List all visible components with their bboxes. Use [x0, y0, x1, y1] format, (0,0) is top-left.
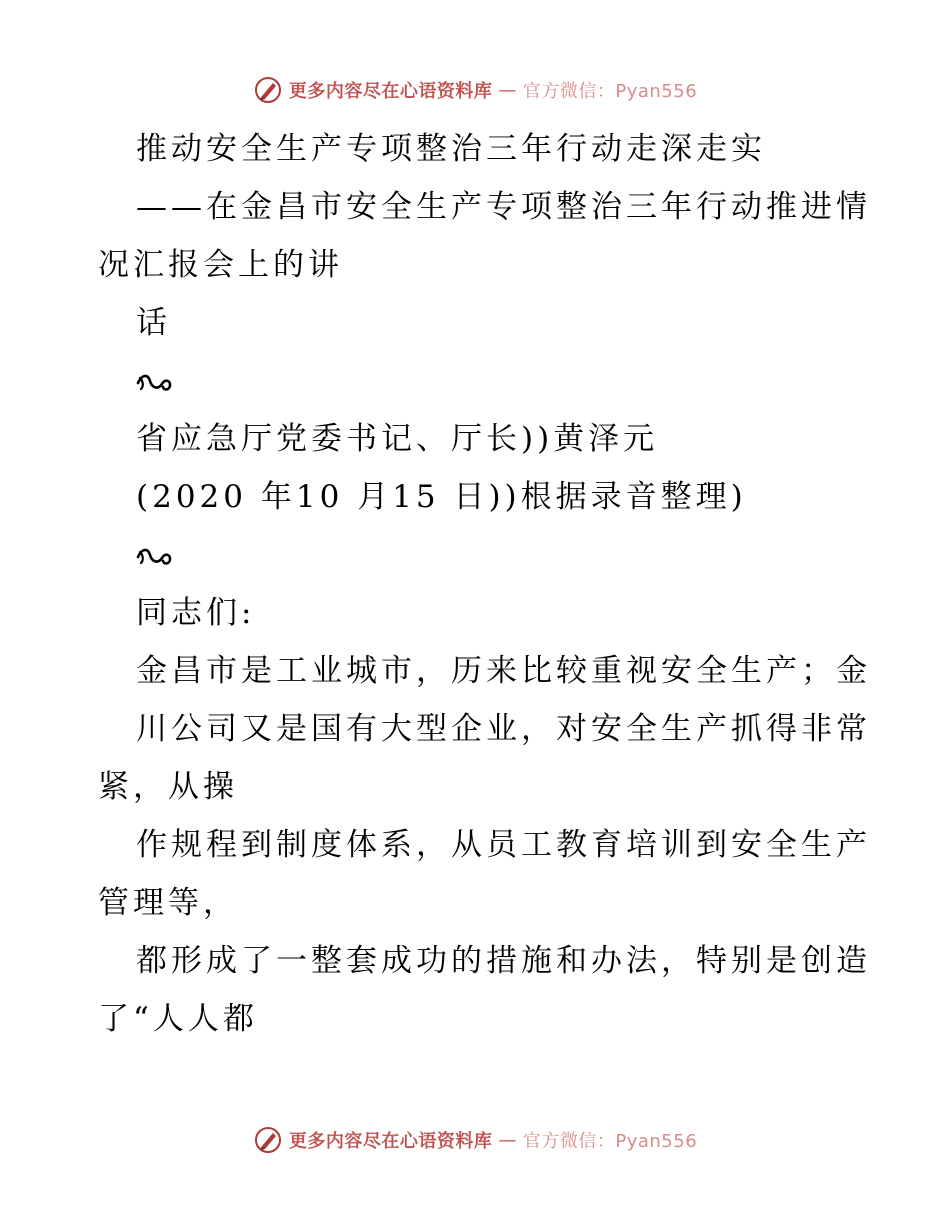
flourish-icon	[136, 372, 172, 394]
subtitle-line: 话	[136, 305, 171, 341]
subtitle-line: ——在金昌市安全生产专项整治三年行动推进情	[136, 189, 871, 225]
body-line: 都形成了一整套成功的措施和办法，特别是创造	[136, 943, 871, 979]
body-line: 紧，从操	[98, 769, 238, 805]
flourish-icon	[136, 546, 172, 568]
header-watermark	[0, 72, 950, 108]
body-line: 川公司又是国有大型企业，对安全生产抓得非常	[136, 711, 871, 747]
flourish-divider	[98, 526, 858, 584]
watermark-text: 更多内容尽在心语资料库	[288, 81, 493, 102]
author-line: 省应急厅党委书记、厅长))黄泽元	[136, 421, 659, 457]
body-line: 金昌市是工业城市，历来比较重视安全生产；金	[136, 653, 871, 689]
watermark-text: 更多内容尽在心语资料库	[288, 1131, 493, 1152]
watermark-contact: 官方微信：Pyan556	[522, 1131, 698, 1152]
greeting: 同志们:	[136, 595, 256, 631]
pen-logo-icon	[253, 75, 283, 105]
subtitle-line: 况汇报会上的讲	[98, 247, 343, 283]
pen-logo-icon	[253, 1125, 283, 1155]
watermark-contact: 官方微信：Pyan556	[522, 81, 698, 102]
flourish-divider	[98, 352, 858, 410]
document-body	[98, 120, 871, 1048]
body-line: 管理等，	[98, 885, 238, 921]
watermark-separator: —	[498, 1129, 517, 1151]
document-title: 推动安全生产专项整治三年行动走深走实	[136, 131, 766, 167]
date-note: (2020 年10 月15 日))根据录音整理)	[136, 479, 747, 515]
body-line: 了“人人都	[98, 1001, 258, 1037]
footer-watermark	[0, 1122, 950, 1158]
body-line: 作规程到制度体系，从员工教育培训到安全生产	[136, 827, 871, 863]
watermark-separator: —	[498, 79, 517, 101]
